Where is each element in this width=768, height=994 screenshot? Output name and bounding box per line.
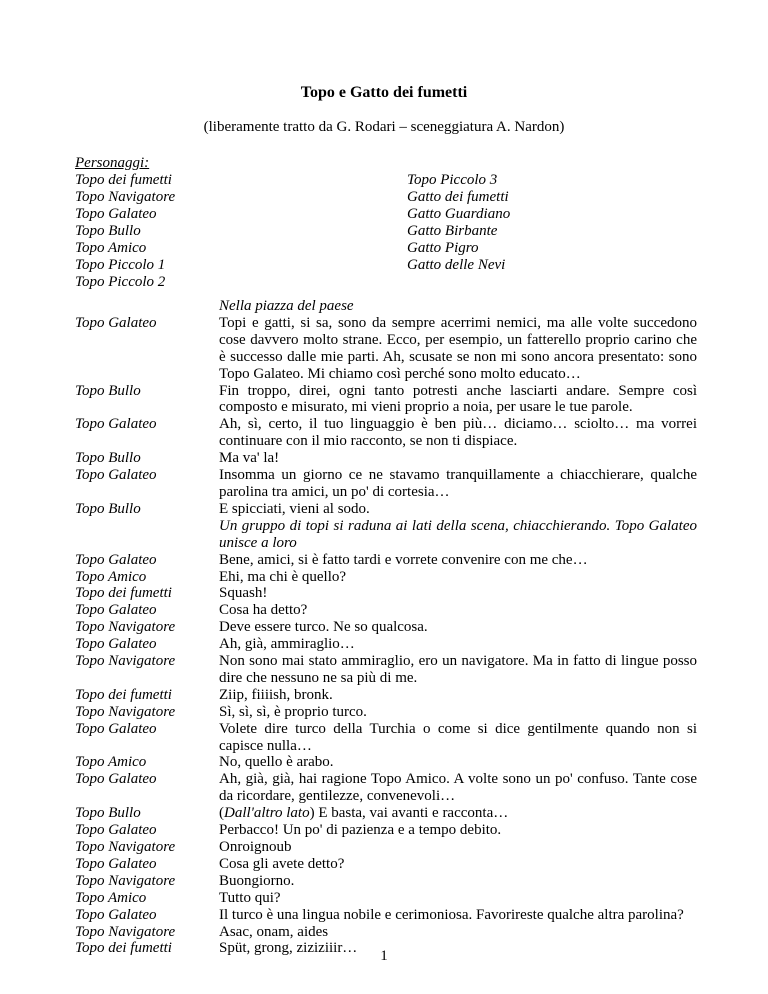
speaker-name: Topo Galateo xyxy=(75,551,157,568)
dialogue-text: Insomma un giorno ce ne stavamo tranquillamente a chiacchierare, qualche parolina tra amici, un po' di cortesia… xyxy=(219,467,697,500)
dialogue-line xyxy=(75,416,697,450)
speaker-name: Topo Galateo xyxy=(75,720,157,737)
speaker-name: Topo Galateo xyxy=(75,602,157,619)
character-name: Topo Piccolo 1 xyxy=(75,257,166,273)
dialogue-text: Ziip, fiiiish, bronk. xyxy=(219,686,333,703)
inline-stage-direction: Dall'altro lato xyxy=(224,805,310,822)
character-name: Gatto Guardiano xyxy=(407,206,511,222)
characters-heading: Personaggi: xyxy=(75,155,150,171)
dialogue-line xyxy=(75,873,697,890)
speaker-name: Topo Navigatore xyxy=(75,872,176,889)
characters-right-column xyxy=(407,172,667,274)
speaker-name: Topo Amico xyxy=(75,754,147,771)
dialogue-line xyxy=(75,383,697,417)
dialogue-line xyxy=(75,890,697,907)
dialogue-text: No, quello è arabo. xyxy=(219,754,334,771)
character-name: Topo Bullo xyxy=(75,223,141,239)
speaker-name: Topo Galateo xyxy=(75,314,157,331)
dialogue-line xyxy=(75,450,697,467)
character-name: Topo dei fumetti xyxy=(75,172,172,188)
dialogue-text: Ma va' la! xyxy=(219,450,280,467)
dialogue-text: Cosa ha detto? xyxy=(219,602,308,619)
stage-direction-text: Un gruppo di topi si raduna ai lati della scena, chiacchierando. Topo Galateo unisce a loro xyxy=(219,517,697,551)
character-name: Topo Amico xyxy=(75,240,147,256)
dialogue-line xyxy=(75,822,697,839)
dialogue-line xyxy=(75,839,697,856)
script-body xyxy=(75,298,697,957)
dialogue-text: Ah, già, ammiraglio… xyxy=(219,636,355,653)
character-name: Topo Piccolo 3 xyxy=(407,172,498,188)
speaker-name: Topo Amico xyxy=(75,568,147,585)
paren-open: ( xyxy=(219,805,224,822)
dialogue-text: Bene, amici, si è fatto tardi e vorrete convenire con me che… xyxy=(219,551,588,568)
dialogue-line xyxy=(75,585,697,602)
dialogue-text: Il turco è una lingua nobile e cerimoniosa. Favorireste qualche altra parolina? xyxy=(219,906,684,923)
speaker-name: Topo Bullo xyxy=(75,805,141,822)
dialogue-text: Spüt, grong, ziziziiir… xyxy=(219,940,358,957)
dialogue-line xyxy=(75,619,697,636)
speaker-name: Topo dei fumetti xyxy=(75,585,172,602)
dialogue-line xyxy=(75,602,697,619)
dialogue-line xyxy=(75,721,697,755)
dialogue-text: Onroignoub xyxy=(219,839,292,855)
speaker-name: Topo dei fumetti xyxy=(75,686,172,703)
speaker-name: Topo Galateo xyxy=(75,636,157,653)
dialogue-text: Perbacco! Un po' di pazienza e a tempo debito. xyxy=(219,822,502,839)
dialogue-text: Asac, onam, aides xyxy=(219,923,329,940)
stage-direction-text: Nella piazza del paese xyxy=(219,298,354,314)
character-name: Topo Galateo xyxy=(75,206,157,222)
dialogue-line xyxy=(75,771,697,805)
dialogue-text: E spicciati, vieni al sodo. xyxy=(219,500,370,517)
dialogue-text xyxy=(219,805,697,822)
dialogue-text: Ah, sì, certo, il tuo linguaggio è ben più… diciamo… sciolto… ma vorrei continuare con il mio racconto, se non ti dispiace. xyxy=(219,416,697,450)
dialogue-text: Ehi, ma chi è quello? xyxy=(219,568,347,585)
dialogue-text: Deve essere turco. Ne so qualcosa. xyxy=(219,619,428,636)
speaker-name: Topo Navigatore xyxy=(75,703,176,720)
speaker-name: Topo Galateo xyxy=(75,771,157,788)
speaker-name: Topo Navigatore xyxy=(75,839,176,855)
speaker-name: Topo Bullo xyxy=(75,500,141,517)
document-title: Topo e Gatto dei fumetti xyxy=(300,84,468,101)
dialogue-line xyxy=(75,569,697,586)
speaker-name: Topo Navigatore xyxy=(75,923,176,940)
dialogue-line xyxy=(75,924,697,941)
dialogue-line xyxy=(75,501,697,518)
characters-left-column xyxy=(75,172,335,291)
dialogue-text: Buongiorno. xyxy=(219,872,295,889)
stage-direction xyxy=(75,518,697,552)
character-name: Topo Navigatore xyxy=(75,189,176,205)
character-name: Gatto Birbante xyxy=(407,223,498,239)
dialogue-text: Cosa gli avete detto? xyxy=(219,855,345,872)
dialogue-rest: ) E basta, vai avanti e racconta… xyxy=(309,805,509,822)
character-name: Gatto Pigro xyxy=(407,240,479,256)
document-subtitle: (liberamente tratto da G. Rodari – sceneggiatura A. Nardon) xyxy=(203,119,565,135)
speaker-name: Topo Navigatore xyxy=(75,619,176,636)
character-name: Topo Piccolo 2 xyxy=(75,274,166,290)
dialogue-text: Non sono mai stato ammiraglio, ero un navigatore. Ma in fatto di lingue posso dire che nessuno ne sa più di me. xyxy=(219,653,697,686)
characters-list xyxy=(75,155,695,290)
page-number: 1 xyxy=(380,948,388,964)
dialogue-text: Squash! xyxy=(219,585,268,602)
speaker-name: Topo Galateo xyxy=(75,467,157,484)
dialogue-text: Sì, sì, sì, è proprio turco. xyxy=(219,703,367,720)
dialogue-text: Fin troppo, direi, ogni tanto potresti anche lasciarti andare. Sempre così composto e misurato, mi vieni proprio a noia, per usare le tue parole. xyxy=(219,382,697,416)
dialogue-line xyxy=(75,704,697,721)
dialogue-line xyxy=(75,552,697,569)
dialogue-line xyxy=(75,856,697,873)
dialogue-line xyxy=(75,653,697,687)
speaker-name: Topo Bullo xyxy=(75,382,141,399)
speaker-name: Topo Galateo xyxy=(75,416,157,433)
speaker-name: Topo Bullo xyxy=(75,450,141,467)
speaker-name: Topo dei fumetti xyxy=(75,940,172,957)
speaker-name: Topo Navigatore xyxy=(75,653,176,670)
dialogue-line xyxy=(75,687,697,704)
speaker-name: Topo Galateo xyxy=(75,822,157,839)
dialogue-line xyxy=(75,907,697,924)
dialogue-text: Ah, già, già, hai ragione Topo Amico. A volte sono un po' confuso. Tante cose da ricordare, gentilezze, convenevoli… xyxy=(219,771,697,805)
dialogue-text: Tutto qui? xyxy=(219,889,281,906)
dialogue-line xyxy=(75,315,697,383)
dialogue-line xyxy=(75,754,697,771)
speaker-name: Topo Amico xyxy=(75,889,147,906)
character-name: Gatto delle Nevi xyxy=(407,257,506,273)
dialogue-text: Volete dire turco della Turchia o come si dice gentilmente quando non si capisce nulla… xyxy=(219,720,697,754)
character-name: Gatto dei fumetti xyxy=(407,189,509,205)
dialogue-line xyxy=(75,467,697,501)
stage-direction xyxy=(75,298,697,315)
dialogue-line xyxy=(75,636,697,653)
dialogue-text: Topi e gatti, si sa, sono da sempre acerrimi nemici, ma alle volte succedono cose davvero molto strane. Ecco, per esempio, un fatterello proprio carino che è successo dalle mie parti. Ah, scusate se non mi sono ancora presentato: sono Topo Galateo. Mi chiamo così perché sono molto educato… xyxy=(219,314,697,382)
dialogue-line xyxy=(75,805,697,822)
speaker-name: Topo Galateo xyxy=(75,906,157,923)
speaker-name: Topo Galateo xyxy=(75,855,157,872)
